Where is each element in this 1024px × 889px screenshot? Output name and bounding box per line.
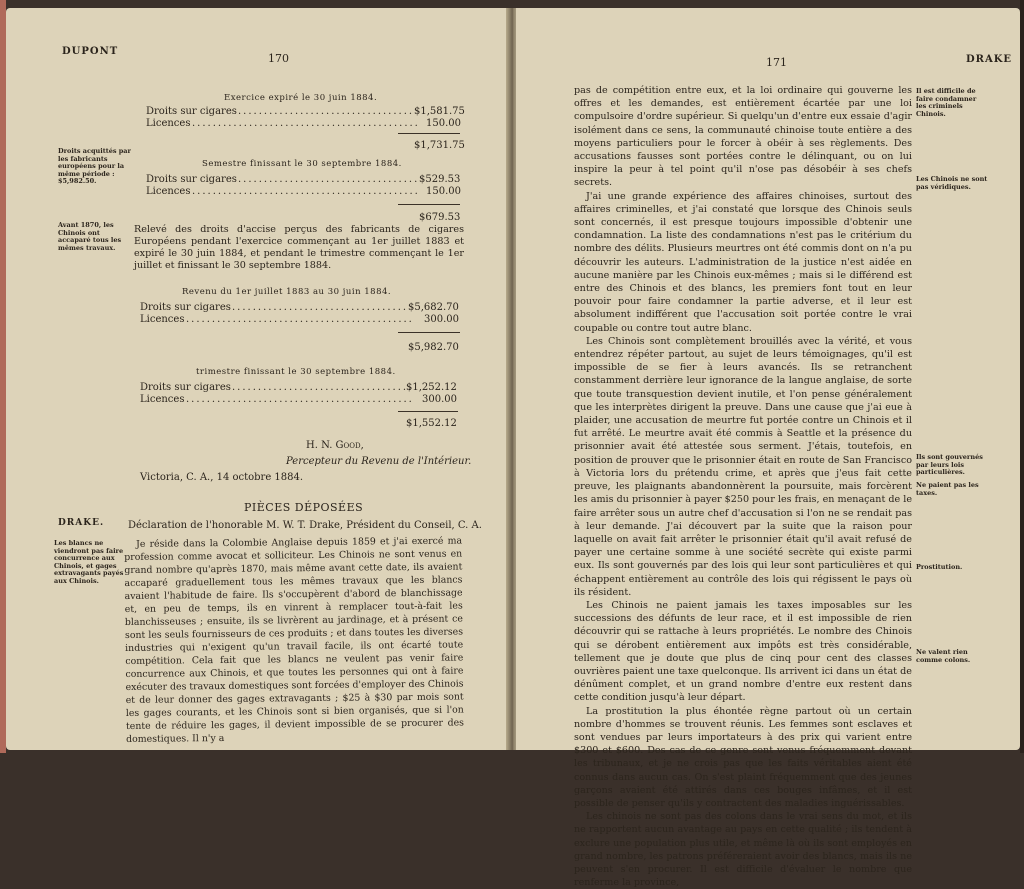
tri-row-2-amount: 300.00 xyxy=(422,394,457,405)
rev-row-2-label: Licences xyxy=(140,314,185,325)
running-head-left: DUPONT xyxy=(62,46,119,57)
sem-row-2-label: Licences xyxy=(146,186,191,197)
ex-row-1-amount: $1,581.75 xyxy=(414,106,465,117)
right-paragraph-6: Les chinois ne sont pas des colons dans le vrai sens du mot, et ils ne rapportent aucun avantage au pays en cette qualité ; ils tendent à exclure une population plus utile, et même là où ils sont employés en grand nombre, les patrons préféreraient avoir des blancs, mais ils ne peuvent s'en procurer. Il est difficile d'évaluer le nombre que renferme la province, xyxy=(574,811,912,889)
sem-title: Semestre finissant le 30 septembre 1884. xyxy=(202,159,402,169)
margin-note-drake-head: DRAKE. xyxy=(58,518,105,528)
left-main-paragraph xyxy=(124,534,464,746)
tri-row-1-amount: $1,252.12 xyxy=(406,382,457,393)
right-paragraph-4: Les Chinois ne paient jamais les taxes imposables sur les successions des défunts de leur race, et il est impossible de rien découvrir qui se rattache à leurs propriétés. Le nombre des Chinois qui se dérobent entièrement aux impôts est très considérable, tellement que je doute que plus de cinq pour cent des classes ouvrières paient une taxe quelconque. Ils arrivent ici dans un état de dénûment complet, et un grand nombre d'entre eux restent dans cette condition jusqu'à leur départ. xyxy=(574,599,912,704)
sem-row-1-label: Droits sur cigares xyxy=(146,174,237,185)
margin-note-competition: Les blancs ne viendront pas faire concurrence aux Chinois, et gages extravagants payés aux Chinois. xyxy=(54,539,124,585)
tri-row-1-label: Droits sur cigares xyxy=(140,382,231,393)
ex-row-2-amount: 150.00 xyxy=(426,118,461,129)
right-paragraph-1: pas de compétition entre eux, et la loi ordinaire qui gouverne les offres et les demandes, est entièrement écartée par une loi compulsoire d'ordre supérieur. Si quelqu'un d'entre eux essaie d'agir isolément dans ce sens, la communauté chinoise toute entière a des moyens particuliers pour le forcer à obéir à ses règlements. Des accusations fausses sont portées contre le délinquant, ou on lui inspire la peur à tel point qu'il n'ose pas désobéir à ses chefs secrets. xyxy=(574,85,912,189)
declaration-heading: Déclaration de l'honorable M. W. T. Drake, Président du Conseil, C. A. xyxy=(128,520,482,531)
margin-note-duties: Droits acquittés par les fabricants européens pour la même période : $5,982.50. xyxy=(58,147,131,185)
right-page xyxy=(516,8,1020,889)
tri-rule xyxy=(398,411,458,412)
ex-title: Exercice expiré le 30 juin 1884. xyxy=(224,93,378,103)
sem-rule xyxy=(398,204,460,205)
signature-title: Percepteur du Revenu de l'Intérieur. xyxy=(286,456,472,467)
right-paragraph-5: La prostitution la plus éhontée règne partout où un certain nombre d'hommes se trouvent réunis. Les femmes sont esclaves et sont vendues par leurs importateurs à des prix qui varient entre $300 et $600. Des cas de ce genre sont venus fréquemment devant les tribunaux, et je ne crois pas que les faits véritables aient été connus dans aucun cas. On s'est plaint fréquemment que des jeunes garçons avaient été attirés dans ces bouges infâmes, et il est possible de penser qu'ils y contractent des maladies inguérissables. xyxy=(574,705,912,809)
sem-row-1-amount: $529.53 xyxy=(419,174,461,185)
margin-note-laws: Ils sont gouvernés par leurs lois particulières. xyxy=(916,453,983,476)
sem-row-2-amount: 150.00 xyxy=(426,186,461,197)
rev-rule xyxy=(398,332,460,333)
ex-row-1-label: Droits sur cigares xyxy=(146,106,237,117)
margin-note-colons: Ne valent rien comme colons. xyxy=(916,648,971,664)
running-head-right: DRAKE xyxy=(966,54,1013,65)
margin-note-taxes: Ne paient pas les taxes. xyxy=(916,481,979,497)
ex-row-2-label: Licences xyxy=(146,118,191,129)
signature-name: H. N. Good, xyxy=(306,440,364,451)
margin-note-condemn: Il est difficile de faire condamner les criminels Chinois. xyxy=(916,87,977,118)
place-date: Victoria, C. A., 14 octobre 1884. xyxy=(140,472,304,483)
tri-total: $1,552.12 xyxy=(406,418,457,429)
margin-note-truth: Les Chinois ne sont pas véridiques. xyxy=(916,175,988,191)
ex-total: $1,731.75 xyxy=(414,140,465,151)
left-page: DUPONT 170 Exercice expiré le 30 juin 1884. Droits sur cigares .................................. $1,581.75 Licences ............................................ 150.00 $1,731.75 Droits acquittés par les fabricants européens pour la même période : $5,982.50. Semestre finissant le 30 septembre 1884. Droits sur cigares ................................... $529.53 Licences ............................................ 150.00 $679.53 Avant 1870, les Chinois ont accaparé tous les mêmes travaux. Relevé des droits d'accise perçus des fabricants de cigares Européens pendant l'exercice commençant au 1er juillet 1883 et expiré le 30 juin 1884, et pendant le trimestre commençant le 1er juillet et finissant le 30 septembre 1884. Revenu du 1er juillet 1883 au 30 juin 1884. Droits sur cigares .................................. $5,682.70 Licences ............................................ 300.00 $5,982.70 trimestre finissant le 30 septembre 1884. Droits sur cigares ................................... $1,252.12 Licences ............................................ 300.00 $1,552.12 H. N. Good, Percepteur du Revenu de l'Intérieur. Victoria, C. A., 14 octobre 1884. PIÈCES DÉPOSÉES DRAKE. Déclaration de l'honorable M. W. T. Drake, Président du Conseil, C. A. Les blancs ne viendront pas faire concurrence aux Chinois, et gages extravagants payés aux Chinois. Je réside dans la Colombie Anglaise depuis 1859 et j'ai exercé ma profession comme avocat et solliciteur. Les Chinois ne sont venus en grand nombre qu'après 1870, mais même avant cette date, ils avaient accaparé graduellement tous les mêmes travaux que les blancs avaient l'habitude de faire. Ils s'occupèrent d'abord de blanchissage et, en peu de temps, ils en vinrent à remplacer tout-à-fait les blanchisseuses ; ensuite, ils se livrèrent au jardinage, et à présent ce sont les seuls fournisseurs de ces produits ; et dans toutes les diverses industries qui n'exigent qu'un travail facile, ils ont écarté toute compétition. Cela fait que les blancs ne veulent pas venir faire concurrence aux Chinois, et que toutes les personnes qui ont à faire exécuter des travaux domestiques sont forcées d'employer des Chinois et de leur donner des gages extravagants ; $25 à $30 par mois sont les gages courants, et les Chinois sont si bien organisés, que si l'on tente de réduire les gages, il devient impossible de se procurer des domestiques. Il n'y a xyxy=(6,8,510,750)
book-edge-right xyxy=(1020,0,1024,753)
rev-row-1-label: Droits sur cigares xyxy=(140,302,231,313)
tri-row-2-label: Licences xyxy=(140,394,185,405)
margin-note-1870: Avant 1870, les Chinois ont accaparé tous les mêmes travaux. xyxy=(58,221,122,252)
page-number-right: 171 xyxy=(766,56,787,69)
ex-rule xyxy=(398,133,460,134)
right-main-text xyxy=(574,84,912,889)
sem-total: $679.53 xyxy=(419,212,461,223)
releve-paragraph: Relevé des droits d'accise perçus des fabricants de cigares Européens pendant l'exercice commençant au 1er juillet 1883 et expiré le 30 juin 1884, et pendant le trimestre commençant le 1er juillet et finissant le 30 septembre 1884. xyxy=(134,224,464,271)
right-paragraph-2: J'ai une grande expérience des affaires chinoises, surtout des affaires criminelles, et j'ai constaté que lorsque des Chinois seuls sont concernés, il est presque toujours impossible d'obtenir une condamnation. La liste des condamnations n'est pas le critérium du nombre des délits. Plusieurs meurtres ont été commis dont on n'a pu découvrir les auteurs. L'administration de la justice n'est aidée en aucune manière par les Chinois eux-mêmes ; mais si le différend est entre des Chinois et des blancs, les premiers font tout en leur pouvoir pour faire condamner la partie adverse, et il leur est absolument indifférent que l'accusation soit portée contre le vrai coupable ou contre tout autre blanc. xyxy=(574,190,912,334)
section-title: PIÈCES DÉPOSÉES xyxy=(244,501,364,514)
page-number-left: 170 xyxy=(268,52,289,65)
rev-total: $5,982.70 xyxy=(408,342,459,353)
margin-note-prostitution: Prostitution. xyxy=(916,563,963,571)
rev-row-1-amount: $5,682.70 xyxy=(408,302,459,313)
drake-declaration-paragraph: Je réside dans la Colombie Anglaise depuis 1859 et j'ai exercé ma profession comme avocat et solliciteur. Les Chinois ne sont venus en grand nombre qu'après 1870, mais même avant cette date, ils avaient accaparé graduellement tous les mêmes travaux que les blancs avaient l'habitude de faire. Ils s'occupèrent d'abord de blanchissage et, en peu de temps, ils en vinrent à remplacer tout-à-fait les blanchisseuses ; ensuite, ils se livrèrent au jardinage, et à présent ce sont les seuls fournisseurs de ces produits ; et dans toutes les diverses industries qui n'exigent qu'un travail facile, ils ont écarté toute compétition. Cela fait que les blancs ne veulent pas venir faire concurrence aux Chinois, et que toutes les personnes qui ont à faire exécuter des travaux domestiques sont forcées d'employer des Chinois et de leur donner des gages extravagants ; $25 à $30 par mois sont les gages courants, et les Chinois sont si bien organisés, que si l'on tente de réduire les gages, il devient impossible de se procurer des domestiques. Il n'y a xyxy=(124,535,465,745)
rev-row-2-amount: 300.00 xyxy=(424,314,459,325)
rev-title: Revenu du 1er juillet 1883 au 30 juin 1884. xyxy=(182,287,392,297)
tri-title: trimestre finissant le 30 septembre 1884. xyxy=(196,367,396,377)
right-paragraph-3: Les Chinois sont complètement brouillés avec la vérité, et vous entendrez répéter partout, au sujet de leurs témoignages, qu'il est impossible de se fier à leurs avancés. Ils se retranchent constamment derrière leur ignorance de la langue anglaise, de sorte que toute transquestion devient inutile, et l'on pense généralement que les interprètes dirigent la preuve. Dans une cause que j'ai eue à plaider, une accusation de meurtre fut portée contre un Chinois et il fut arrêté. Le meurtre avait été commis à Seattle et la présence du prisonnier avait été attestée sous serment. J'étais, toutefois, en position de prouver que le prisonnier était en route de San Francisco à Victoria lors du prétendu crime, et après que j'eus fait cette preuve, les plaignants abandonnèrent la poursuite, mais forcèrent les amis du prisonnier à payer $250 pour les frais, en menaçant de le faire arrêter sous un autre chef d'accusation si l'on ne se rendait pas à leur demande. J'ai découvert par la suite que la raison pour laquelle on avait fait arrêter le prisonnier était qu'il avait refusé de payer une certaine somme à une société secrète qui existe parmi eux. Ils sont gouvernés par des lois qui leur sont particulières et qui échappent entièrement au contrôle des lois qui régissent le pays où ils résident. xyxy=(574,335,912,598)
